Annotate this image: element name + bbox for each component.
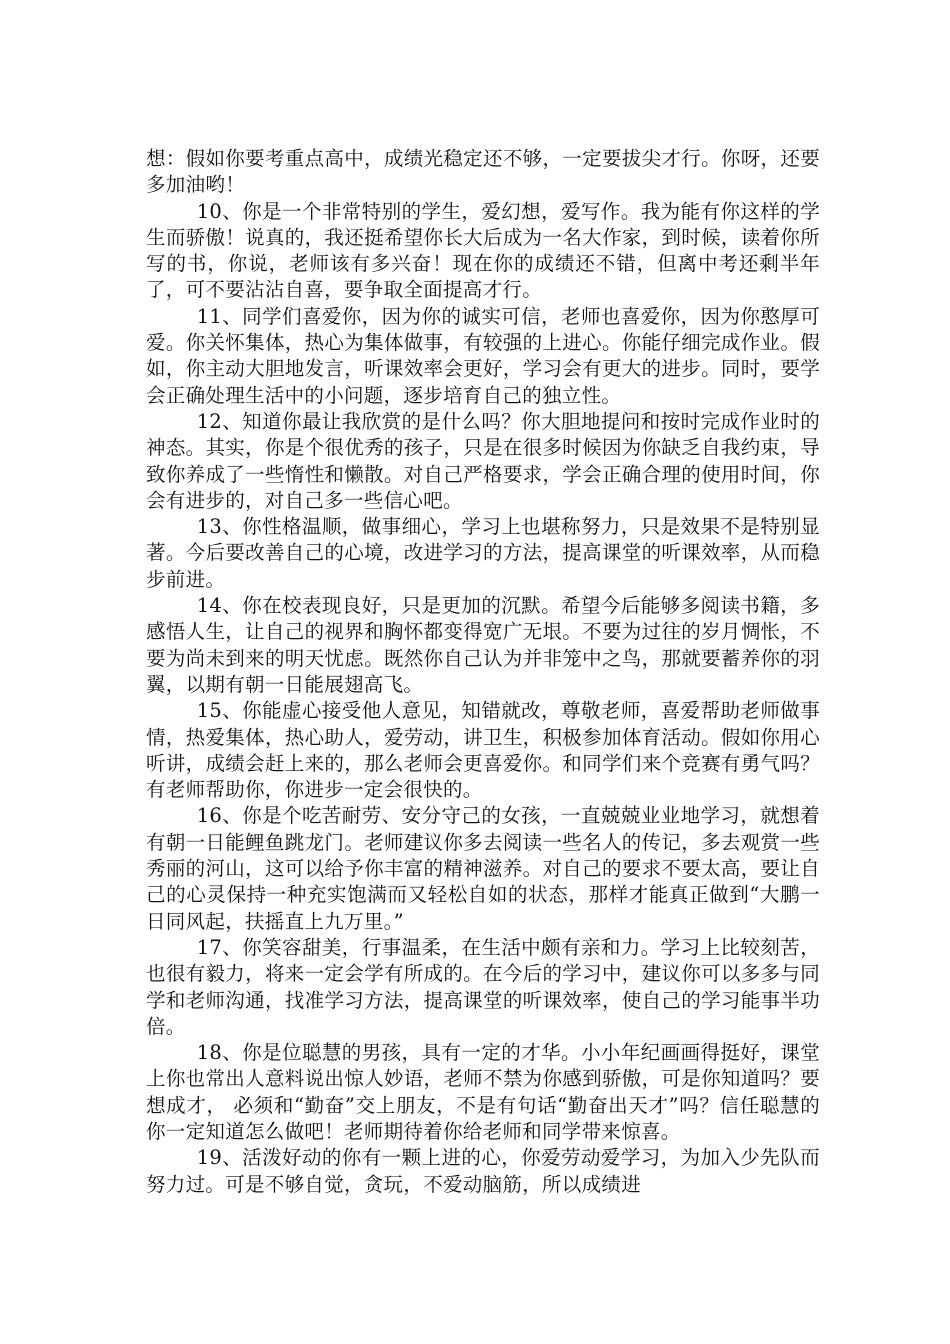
- paragraph-11: 11、同学们喜爱你，因为你的诚实可信，老师也喜爱你，因为你憨厚可爱。你关怀集体，热心为集体做事，有较强的上进心。你能仔细完成作业。假如，你主动大胆地发言，听课效率会更好，学习会有更大的进步。同时，要学会正确处理生活中的小问题，逐步培育自己的独立性。: [146, 304, 820, 407]
- paragraph-13: 13、你性格温顺，做事细心，学习上也堪称努力，只是效果不是特别显著。今后要改善自己的心境，改进学习的方法，提高课堂的听课效率，从而稳步前进。: [146, 515, 820, 591]
- paragraph-19: 19、活泼好动的你有一颗上进的心，你爱劳动爱学习，为加入少先队而努力过。可是不够自觉，贪玩，不爱动脑筋，所以成绩进: [146, 1146, 820, 1196]
- paragraph-9-continuation: 想：假如你要考重点高中，成绩光稳定还不够，一定要拔尖才行。你呀，还要多加油哟！: [146, 147, 820, 197]
- paragraph-12: 12、知道你最让我欣赏的是什么吗？你大胆地提问和按时完成作业时的神态。其实，你是个很优秀的孩子，只是在很多时候因为你缺乏自我约束，导致你养成了一些惰性和懒散。对自己严格要求，学会正确合理的使用时间，你会有进步的，对自己多一些信心吧。: [146, 409, 820, 512]
- document-body: [146, 146, 820, 1198]
- paragraph-10: 10、你是一个非常特别的学生，爱幻想，爱写作。我为能有你这样的学生而骄傲！说真的，我还挺希望你长大后成为一名大作家，到时候，读着你所写的书，你说，老师该有多兴奋！现在你的成绩还不错，但离中考还剩半年了，可不要沾沾自喜，要争取全面提高才行。: [146, 199, 820, 302]
- paragraph-17: 17、你笑容甜美，行事温柔，在生活中颇有亲和力。学习上比较刻苦，也很有毅力，将来一定会学有所成的。在今后的学习中，建议你可以多多与同学和老师沟通，找准学习方法，提高课堂的听课效率，使自己的学习能事半功倍。: [146, 935, 820, 1038]
- paragraph-14: 14、你在校表现良好，只是更加的沉默。希望今后能够多阅读书籍，多感悟人生，让自己的视界和胸怀都变得宽广无垠。不要为过往的岁月惆怅，不要为尚未到来的明天忧虑。既然你自己认为并非笼中之鸟，那就要蓄养你的羽翼，以期有朝一日能展翅高飞。: [146, 594, 820, 696]
- paragraph-16: 16、你是个吃苦耐劳、安分守己的女孩，一直兢兢业业地学习，就想着有朝一日能鲤鱼跳龙门。老师建议你多去阅读一些名人的传记，多去观赏一些秀丽的河山，这可以给予你丰富的精神滋养。对自己的要求不要太高，要让自己的心灵保持一种充实饱满而又轻松自如的状态，那样才能真正做到“大鹏一日同风起，扶摇直上九万里。”: [146, 804, 820, 933]
- paragraph-18: 18、你是位聪慧的男孩，具有一定的才华。小小年纪画画得挺好，课堂上你也常出人意料说出惊人妙语，老师不禁为你感到骄傲，可是你知道吗？要想成才， 必须和“勤奋”交上朋友，不是有句话“勤奋出天才”吗？信任聪慧的你一定知道怎么做吧！老师期待着你给老师和同学带来惊喜。: [146, 1041, 820, 1143]
- paragraph-15: 15、你能虚心接受他人意见，知错就改，尊敬老师，喜爱帮助老师做事情，热爱集体，热心助人，爱劳动，讲卫生，积极参加体育活动。假如你用心听讲，成绩会赶上来的，那么老师会更喜爱你。和同学们来个竞赛有勇气吗？有老师帮助你，你进步一定会很快的。: [146, 699, 820, 802]
